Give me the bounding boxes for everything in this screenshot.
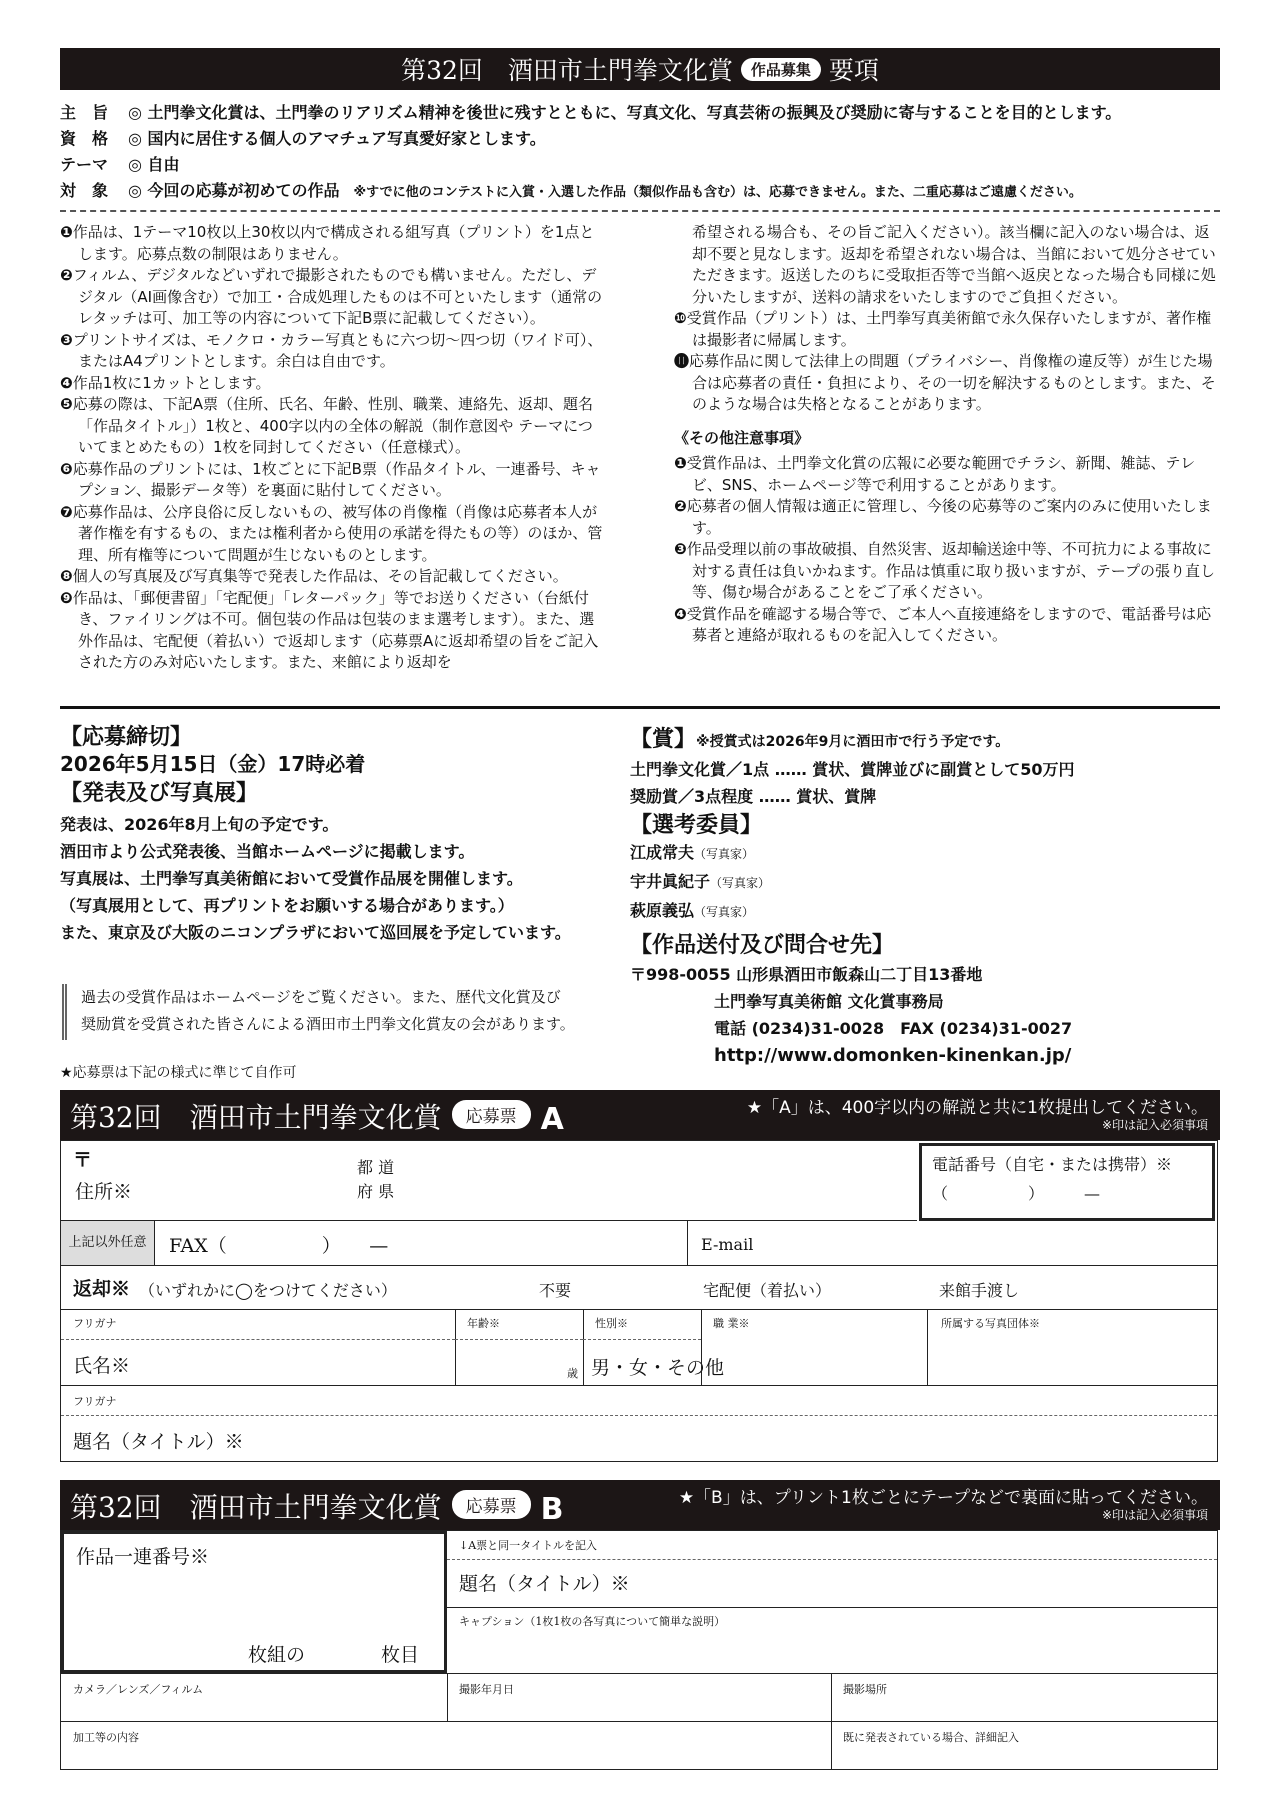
rules-left: ❶作品は、1テーマ10枚以上30枚以内で構成される組写真（プリント）を1点とします。応募点数の制限はありません。 ❷フィルム、デジタルなどいずれで撮影されたものでも構いません。ただし、デジタル（AI画像含む）で加工・合成処理したものは不可といたします（通常のレタッチは可、加工等の内容について下記B票に記載してください）。 ❸プリントサイズは、モノクロ・カラー写真ともに六つ切〜四つ切（ワイド可）、またはA4プリントとします。余白は自由です。 ❹作品1枚に1カットとします。 ❺応募の際は、下記A票（住所、氏名、年齢、性別、職業、連絡先、返却、題名「作品タイトル」）1枚と、400字以内の全体の解説（制作意図や テーマについてまとめたもの）1枚を同封してください（任意様式）。 ❻応募作品のプリントには、1枚ごとに下記B票（作品タイトル、一連番号、キャプション、撮影データ等）を裏面に貼付してください。 ❼応募作品は、公序良俗に反しないもの、被写体の肖像権（肖像は応募者本人が著作権を有するもの、または権利者から使用の承諾を得たもの等）のほか、管理、所有権等について問題が生じないものとします。 ❽個人の写真展及び写真集等で発表した作品は、その旨記載してください。 ❾作品は、「郵便書留」「宅配便」「レターパック」等でお送りください（台紙付き、ファイリングは不可。個包装の作品は包装のまま選考します）。また、選外作品は、宅配便（着払い）で返却します（応募票Aに返却希望の旨をご記入された方のみ対応いたします。また、来館により返却を — [60, 223, 603, 671]
contact-title: 【作品送付及び問合せ先】 — [630, 933, 895, 958]
past-winners-note: 過去の受賞作品はホームページをご覧ください。また、歴代文化賞及び 奨励賞を受賞された皆さんによる酒田市土門拳文化賞友の会があります。 — [62, 984, 641, 1040]
contact-address: 〒998-0055 山形県酒田市飯森山二丁目13番地 — [630, 965, 983, 984]
place-field[interactable]: 撮影場所 — [843, 1683, 887, 1696]
summary-theme: テーマ ◎ 自由 — [60, 155, 180, 174]
divider — [60, 210, 1220, 212]
edit-field[interactable]: 加工等の内容 — [73, 1731, 139, 1744]
form-note: ★応募票は下記の様式に準じて自作可 — [60, 1065, 297, 1081]
summary-aim: 主 旨 ◎ 土門拳文化賞は、土門拳のリアリズム精神を後世に残すとともに、写真文化、写真芸術の振興及び奨励に寄与することを目的とします。 — [60, 103, 1122, 122]
group-field[interactable]: 所属する写真団体※ — [941, 1317, 1040, 1330]
header-bar — [60, 48, 1220, 90]
fax-field[interactable]: FAX（ ） — — [169, 1235, 389, 1257]
formB: 作品一連番号※ 枚組の 枚目 ↓A票と同一タイトルを記入 題名（タイトル）※ キャプション（1枚1枚の各写真について簡単な説明） カメラ／レンズ／フィルム 撮影年月日 撮影場所 加工等の内容 既に発表されている場合、詳細記入 — [60, 1530, 1218, 1770]
header-title: 第32回 酒田市土門拳文化賞 — [401, 56, 733, 85]
serial-field[interactable]: 作品一連番号※ 枚組の 枚目 — [61, 1531, 447, 1673]
title-field-b[interactable]: 題名（タイトル）※ — [459, 1573, 630, 1595]
phone-field[interactable]: 電話番号（自宅・または携帯）※ （ ） — — [919, 1143, 1215, 1221]
caption-field[interactable]: キャプション（1枚1枚の各写真について簡単な説明） — [459, 1615, 726, 1628]
contact-org: 土門拳写真美術館 文化賞事務局 — [714, 992, 944, 1011]
formA-bar: 第32回 酒田市土門拳文化賞 応募票 A ★「A」は、400字以内の解説と共に1枚提出してください。 ※印は記入必須事項 — [60, 1090, 1220, 1140]
rules-right: 希望される場合も、その旨ご記入ください）。該当欄に記入のない場合は、返却不要と見なします。返却を希望されない場合は、当館において処分させていただきます。返送したのちに受取拒否等で当館へ返戻となった場合も同様に処分いたしますが、送料の請求をいたしますのでご負担ください。 ❿受賞作品（プリント）は、土門拳写真美術館で永久保存いたしますが、著作権は撮影者に帰属します。 ⓫応募作品に関して法律上の問題（プライバシー、肖像権の違反等）が生じた場合は応募者の責任・負担により、その一切を解決するものとします。また、そのような場合は失格となることがあります。 《その他注意事項》 ❶受賞作品は、土門拳文化賞の広報に必要な範囲でチラシ、新聞、雑誌、テレビ、SNS、ホームページ等で利用することがあります。 ❷応募者の個人情報は適正に管理し、今後の応募等のご案内のみに使用いたします。 ❸作品受理以前の事故破損、自然災害、返却輸送途中等、不可抗力による事故に対する責任は負いかねます。作品は慎重に取り扱いますが、テープの張り直し等、傷む場合があることをご了承ください。 ❹受賞作品を確認する場合等で、ご本人へ直接連絡をしますので、電話番号は応募者と連絡が取れるものを記入してください。 — [674, 222, 1220, 647]
return-option-none[interactable]: 不要 — [539, 1281, 572, 1300]
contact-url[interactable]: http://www.domonken-kinenkan.jp/ — [714, 1045, 1072, 1066]
other-title: 《その他注意事項》 — [674, 428, 810, 447]
contact-tel: 電話 (0234)31-0028 FAX (0234)31-0027 — [714, 1019, 1073, 1038]
return-option-visit[interactable]: 来館手渡し — [939, 1281, 1020, 1300]
section-divider — [60, 706, 1220, 709]
sex-field[interactable]: 男・女・その他 — [591, 1357, 725, 1379]
job-field[interactable]: 職 業※ — [713, 1317, 750, 1330]
prize-block: 【賞】※授賞式は2026年9月に酒田市で行う予定です。 土門拳文化賞／1点 …… 賞状、賞牌並びに副賞として50万円 奨励賞／3点程度 …… 賞状、賞牌 【選考委員】 江成常夫（写真家） 宇井眞紀子（写真家） 萩原義弘（写真家） 【作品送付及び問合せ先】 〒998-0055 山形県酒田市飯森山二丁目13番地 土門拳写真美術館 文化賞事務局 電話 (0234)31-0028 FAX (0234)31-0027 http://www.domonken-kinenkan.jp/ — [630, 726, 1220, 1069]
summary-eligibility: 資 格 ◎ 国内に居住する個人のアマチュア写真愛好家とします。 — [60, 129, 546, 148]
camera-field[interactable]: カメラ／レンズ／フィルム — [73, 1683, 204, 1696]
summary-target: 対 象 ◎ 今回の応募が初めての作品 ※すでに他のコンテストに入賞・入選した作品（類似作品も含む）は、応募できません。また、二重応募はご遠慮ください。 — [60, 181, 1082, 200]
formA: 〒 住所※ 都 道 府 県 電話番号（自宅・または携帯）※ （ ） — 上記以外任意 FAX（ ） — E-mail 返却※ （いずれかに◯をつけてください） 不要 宅配便（着払い） 来館手渡し フリガナ 氏名※ 年齢※ 歳 性別※ 男・女・その他 職 業※ 所属する写真団体※ フリガナ 題名（タイトル）※ — [60, 1140, 1218, 1462]
header-suffix: 要項 — [828, 56, 879, 85]
deadline-block: 【応募締切】 2026年5月15日（金）17時必着 【発表及び写真展】 発表は、2026年8月上旬の予定です。 酒田市より公式発表後、当館ホームページに掲載します。 写真展は、土門拳写真美術館において受賞作品展を開催します。 （写真展用として、再プリントをお願いする場合があります。） また、東京及び大阪のニコンプラザにおいて巡回展を予定しています。 — [60, 725, 571, 942]
published-field[interactable]: 既に発表されている場合、詳細記入 — [843, 1731, 1019, 1744]
address-label: 住所※ — [75, 1181, 133, 1203]
email-field[interactable]: E-mail — [701, 1235, 754, 1254]
header-pill: 作品募集 — [741, 58, 821, 81]
name-field[interactable]: 氏名※ — [73, 1355, 131, 1377]
formB-bar: 第32回 酒田市土門拳文化賞 応募票 B ★「B」は、プリント1枚ごとにテープなどで裏面に貼ってください。 ※印は記入必須事項 — [60, 1480, 1220, 1530]
title-field[interactable]: 題名（タイトル）※ — [73, 1431, 244, 1453]
date-field[interactable]: 撮影年月日 — [459, 1683, 514, 1696]
return-option-delivery[interactable]: 宅配便（着払い） — [703, 1281, 832, 1300]
